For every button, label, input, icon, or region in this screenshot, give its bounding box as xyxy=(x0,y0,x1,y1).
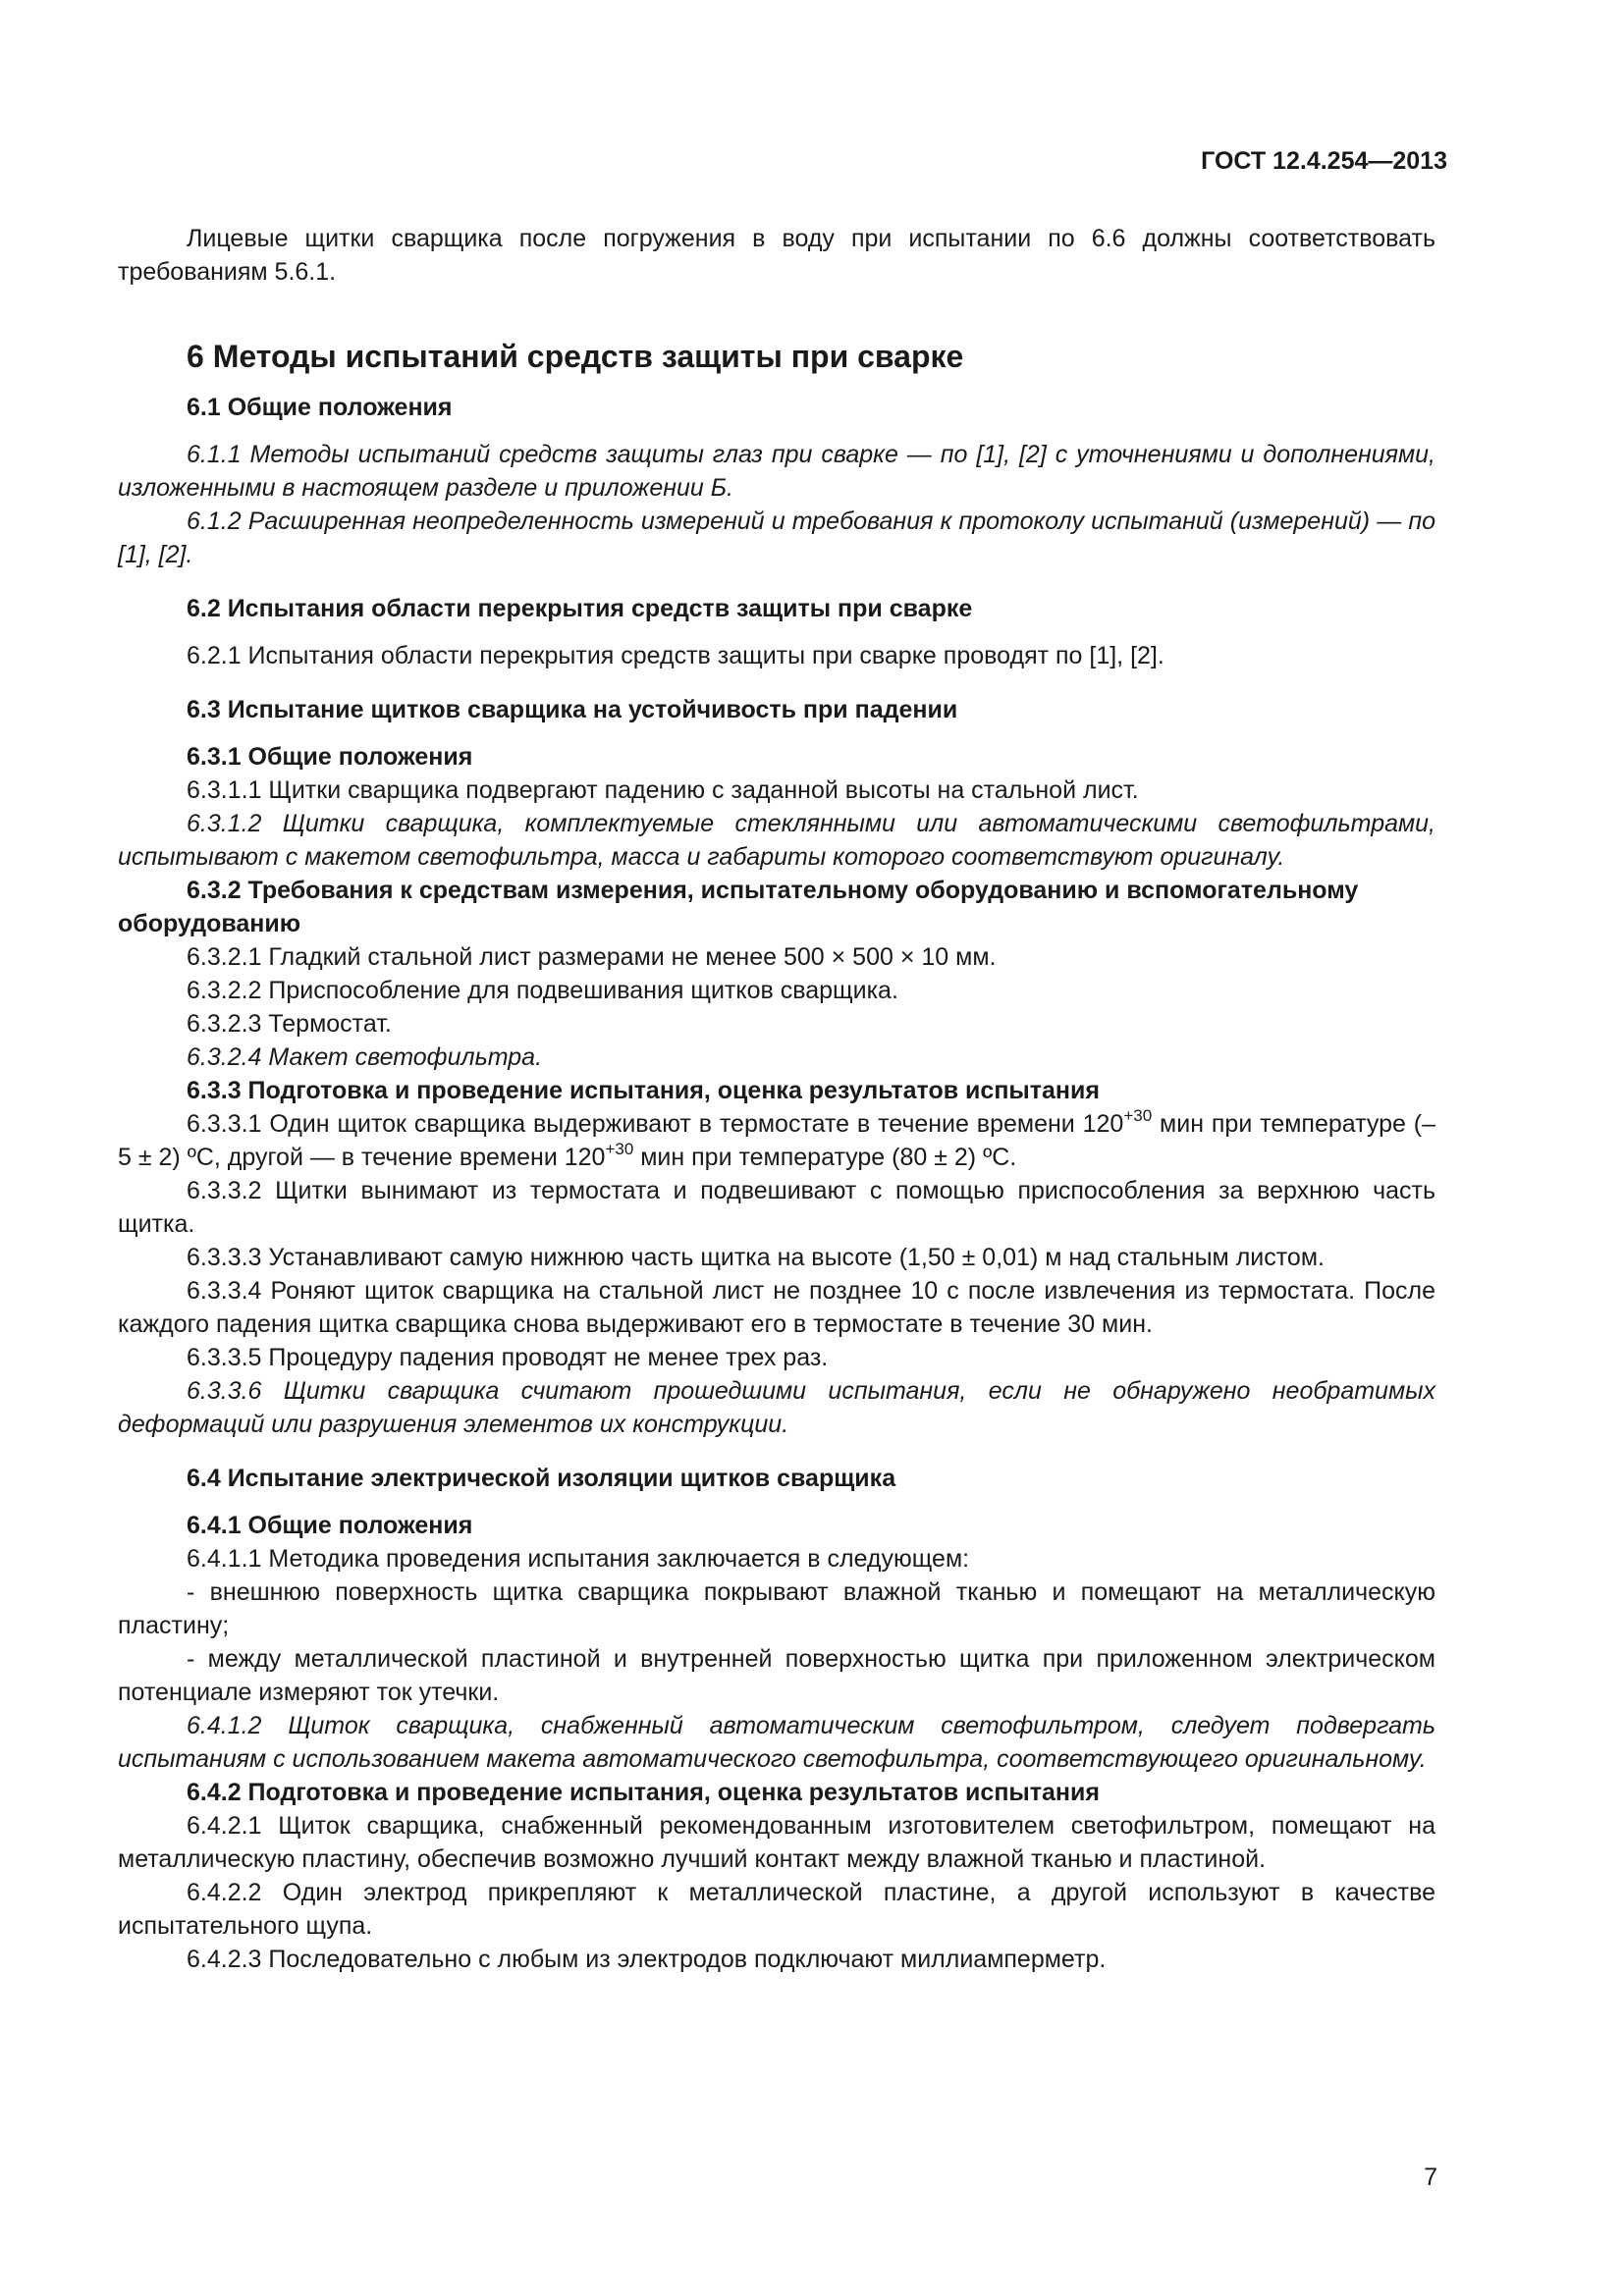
paragraph-6-2-1: 6.2.1 Испытания области перекрытия средств защиты при сварке проводят по [1], [2]. xyxy=(187,642,1164,669)
section-6-4-heading: 6.4 Испытание электрической изоляции щитков сварщика xyxy=(187,1465,896,1492)
section-6-1-heading: 6.1 Общие положения xyxy=(187,394,453,421)
section-6-3-2-heading: 6.3.2 Требования к средствам измерения, испытательному оборудованию и вспомогательному оборудованию xyxy=(118,877,1359,937)
paragraph-6-3-1-2: 6.3.1.2 Щитки сварщика, комплектуемые стеклянными или автоматическими светофильтрами, испытывают с макетом светофильтра, масса и габариты которого соответствуют оригиналу. xyxy=(118,810,1435,871)
p6331-text-b: мин при температуре (–5 ± 2) ºС, другой — в течение времени 120 xyxy=(118,1110,1435,1171)
p6331-tolerance-2: +30 xyxy=(605,1139,634,1158)
paragraph-6-4-2-1: 6.4.2.1 Щиток сварщика, снабженный рекомендованным изготовителем светофильтром, помещают на металлическую пластину, обеспечив возможно лучший контакт между влажной тканью и пластиной. xyxy=(118,1812,1435,1873)
paragraph-6-3-3-2: 6.3.3.2 Щитки вынимают из термостата и подвешивают с помощью приспособления за верхнюю часть щитка. xyxy=(118,1177,1435,1238)
paragraph-6-3-1-1: 6.3.1.1 Щитки сварщика подвергают падению с заданной высоты на стальной лист. xyxy=(187,776,1139,804)
list-item: - внешнюю поверхность щитка сварщика покрывают влажной тканью и помещают на металлическую пластину; xyxy=(118,1578,1435,1639)
standard-designation: ГОСТ 12.4.254—2013 xyxy=(1201,147,1447,175)
paragraph-6-3-2-4: 6.3.2.4 Макет светофильтра. xyxy=(187,1043,543,1071)
paragraph-6-4-2-2: 6.4.2.2 Один электрод прикрепляют к металлической пластине, а другой используют в качестве испытательного щупа. xyxy=(118,1879,1435,1940)
intro-paragraph: Лицевые щитки сварщика после погружения в воду при испытании по 6.6 должны соответствовать требованиям 5.6.1. xyxy=(118,225,1435,286)
paragraph-6-3-2-2: 6.3.2.2 Приспособление для подвешивания щитков сварщика. xyxy=(187,977,898,1004)
paragraph-6-1-1: 6.1.1 Методы испытаний средств защиты глаз при сварке — по [1], [2] с уточнениями и дополнениями, изложенными в настоящем разделе и приложении Б. xyxy=(118,441,1435,502)
document-body xyxy=(118,222,1435,1976)
section-6-2-heading: 6.2 Испытания области перекрытия средств защиты при сварке xyxy=(187,595,973,622)
paragraph-6-3-3-5: 6.3.3.5 Процедуру падения проводят не менее трех раз. xyxy=(187,1344,829,1371)
section-6-4-1-heading: 6.4.1 Общие положения xyxy=(187,1512,473,1539)
paragraph-6-4-2-3: 6.4.2.3 Последовательно с любым из электродов подключают миллиамперметр. xyxy=(187,1946,1107,1973)
paragraph-6-3-2-3: 6.3.2.3 Термостат. xyxy=(187,1010,392,1038)
paragraph-6-3-3-6: 6.3.3.6 Щитки сварщика считают прошедшими испытания, если не обнаружено необратимых деформаций или разрушения элементов их конструкции. xyxy=(118,1377,1435,1438)
section-6-4-2-heading: 6.4.2 Подготовка и проведение испытания, оценка результатов испытания xyxy=(187,1779,1100,1806)
section-6-3-heading: 6.3 Испытание щитков сварщика на устойчивость при падении xyxy=(187,696,958,723)
paragraph-6-3-3-3: 6.3.3.3 Устанавливают самую нижнюю часть щитка на высоте (1,50 ± 0,01) м над стальным листом. xyxy=(187,1244,1325,1271)
paragraph-6-4-1-1: 6.4.1.1 Методика проведения испытания заключается в следующем: xyxy=(187,1545,970,1573)
p6331-text-c: мин при температуре (80 ± 2) ºС. xyxy=(633,1144,1017,1171)
section-6-heading: 6 Методы испытаний средств защиты при сварке xyxy=(187,339,964,374)
paragraph-6-3-2-1: 6.3.2.1 Гладкий стальной лист размерами не менее 500 × 500 × 10 мм. xyxy=(187,943,997,971)
list-item: - между металлической пластиной и внутренней поверхностью щитка при приложенном электрическом потенциале измеряют ток утечки. xyxy=(118,1645,1435,1706)
p6331-text-a: 6.3.3.1 Один щиток сварщика выдерживают в термостате в течение времени 120 xyxy=(187,1110,1124,1138)
paragraph-6-1-2: 6.1.2 Расширенная неопределенность измерений и требования к протоколу испытаний (измерений) — по [1], [2]. xyxy=(118,507,1435,568)
paragraph-6-3-3-4: 6.3.3.4 Роняют щиток сварщика на стальной лист не позднее 10 с после извлечения из термостата. После каждого падения щитка сварщика снова выдерживают его в термостате в течение 30 мин. xyxy=(118,1277,1435,1338)
paragraph-6-4-1-2: 6.4.1.2 Щиток сварщика, снабженный автоматическим светофильтром, следует подвергать испытаниям с использованием макета автоматического светофильтра, соответствующего оригинальному. xyxy=(118,1712,1435,1773)
page-number: 7 xyxy=(1424,2163,1437,2191)
p6331-tolerance-1: +30 xyxy=(1123,1105,1153,1125)
section-6-3-1-heading: 6.3.1 Общие положения xyxy=(187,743,473,771)
paragraph-6-3-3-1 xyxy=(118,1107,1435,1174)
section-6-3-3-heading: 6.3.3 Подготовка и проведение испытания, оценка результатов испытания xyxy=(187,1077,1100,1104)
